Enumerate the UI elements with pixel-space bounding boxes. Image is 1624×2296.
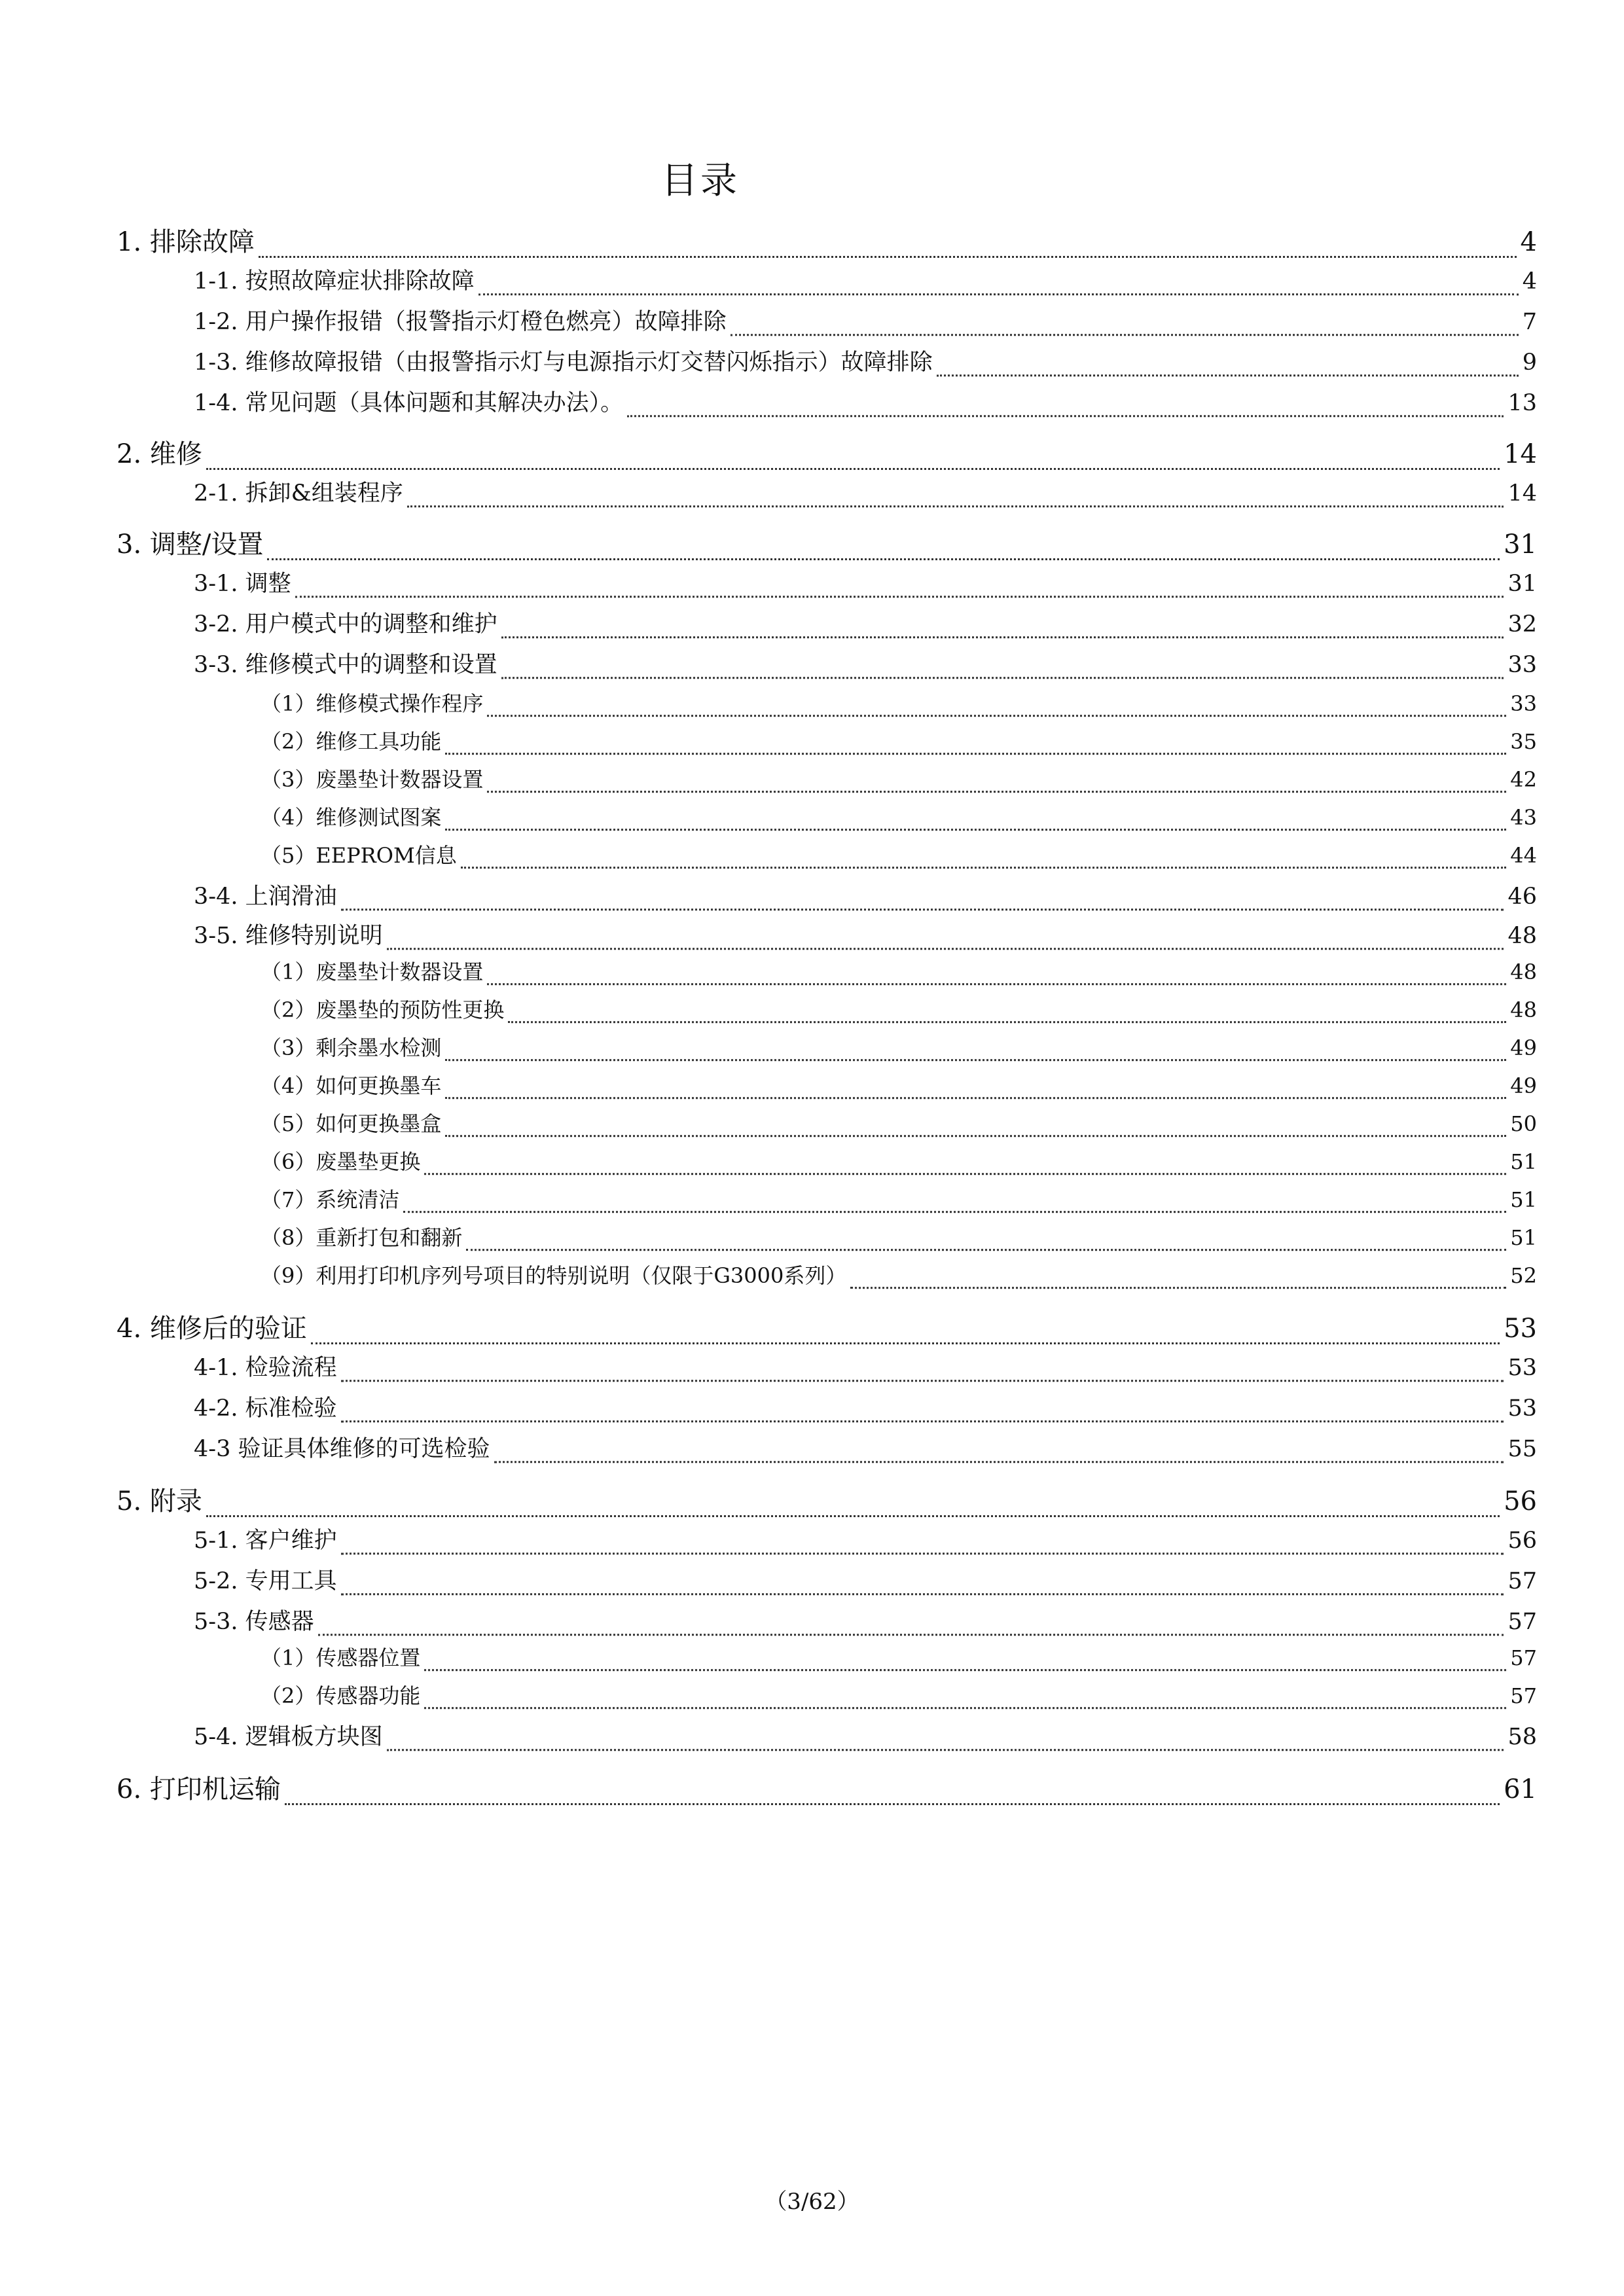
toc-entry-level2 (194, 606, 1537, 639)
toc-entry-page-number: 46 (1507, 884, 1537, 910)
toc-entry-page-number: 56 (1507, 1528, 1537, 1554)
dot-leader (445, 816, 1506, 831)
toc-entry-label: 1-2. 用户操作报错（报警指示灯橙色燃亮）故障排除 (194, 309, 727, 335)
toc-entry-level3 (261, 956, 1537, 986)
toc-entry-page-number: 53 (1507, 1355, 1537, 1381)
toc-entry-level3 (261, 1183, 1537, 1213)
dot-leader (445, 1122, 1506, 1137)
toc-entry-page-number: 50 (1510, 1111, 1537, 1136)
toc-entry-level3 (261, 1679, 1537, 1710)
toc-entry-level1 (117, 221, 1537, 259)
toc-entry-page-number: 48 (1510, 960, 1537, 984)
dot-leader (311, 1327, 1500, 1344)
toc-entry-label: 5. 附录 (117, 1486, 202, 1516)
page-title: 目录 (661, 160, 740, 202)
toc-entry-level3 (261, 1641, 1537, 1672)
toc-entry-page-number: 53 (1507, 1395, 1537, 1422)
dot-leader (285, 1787, 1500, 1805)
dot-leader (206, 452, 1500, 470)
toc-entry-page-number: 61 (1504, 1774, 1537, 1804)
toc-entry-label: 1-3. 维修故障报错（由报警指示灯与电源指示灯交替闪烁指示）故障排除 (194, 350, 933, 376)
toc-entry-label: （9）利用打印机序列号项目的特别说明（仅限于G3000系列） (261, 1263, 847, 1288)
toc-entry-level2 (194, 1350, 1537, 1382)
toc-entry-label: 4-3 验证具体维修的可选检验 (194, 1436, 490, 1462)
toc-entry-level2 (194, 1431, 1537, 1463)
toc-entry-label: （3）剩余墨水检测 (261, 1035, 442, 1060)
toc-entry-page-number: 51 (1510, 1149, 1537, 1174)
toc-entry-page-number: 49 (1510, 1035, 1537, 1060)
toc-entry-level3 (261, 1145, 1537, 1175)
toc-entry-page-number: 33 (1510, 691, 1537, 716)
toc-entry-level3 (261, 725, 1537, 755)
toc-entry-label: （8）重新打包和翻新 (261, 1225, 463, 1250)
toc-entry-level2 (194, 475, 1537, 508)
toc-entry-label: （1）传感器位置 (261, 1645, 421, 1670)
toc-entry-page-number: 4 (1522, 268, 1537, 295)
toc-entry-level3 (261, 1221, 1537, 1251)
toc-entry-label: 5-3. 传感器 (194, 1609, 314, 1635)
toc-entry-label: 4-2. 标准检验 (194, 1395, 337, 1422)
toc-entry-label: 3-2. 用户模式中的调整和维护 (194, 611, 497, 637)
toc-entry-label: （6）废墨垫更换 (261, 1149, 421, 1174)
dot-leader (318, 1620, 1504, 1636)
dot-leader (850, 1274, 1506, 1289)
dot-leader (487, 702, 1506, 717)
toc-entry-label: 4-1. 检验流程 (194, 1355, 337, 1381)
toc-entry-label: （3）废墨垫计数器设置 (261, 767, 484, 792)
toc-entry-page-number: 56 (1504, 1486, 1537, 1516)
toc-entry-level2 (194, 263, 1537, 296)
page-number-footer: （3/62） (765, 2189, 859, 2215)
toc-entry-level1 (117, 433, 1537, 471)
toc-entry-label: （2）维修工具功能 (261, 729, 442, 754)
toc-entry-page-number: 42 (1510, 767, 1537, 792)
dot-leader (341, 1539, 1504, 1554)
dot-leader (341, 1366, 1504, 1382)
dot-leader (478, 279, 1519, 295)
toc-entry-page-number: 53 (1504, 1314, 1537, 1344)
toc-entry-page-number: 35 (1510, 729, 1537, 754)
dot-leader (259, 240, 1517, 258)
toc-entry-page-number: 32 (1507, 611, 1537, 637)
toc-entry-label: （5）如何更换墨盒 (261, 1111, 442, 1136)
dot-leader (206, 1499, 1500, 1517)
dot-leader (403, 1198, 1506, 1213)
toc-entry-label: 5-4. 逻辑板方块图 (194, 1724, 383, 1750)
toc-entry-label: （5）EEPROM信息 (261, 843, 457, 868)
toc-entry-page-number: 31 (1507, 571, 1537, 597)
toc-entry-page-number: 14 (1507, 480, 1537, 507)
toc-entry-level3 (261, 1069, 1537, 1100)
toc-entry-page-number: 51 (1510, 1187, 1537, 1212)
dot-leader (501, 663, 1504, 679)
dot-leader (487, 971, 1506, 985)
toc-entry-level2 (194, 385, 1537, 418)
toc-entry-label: （2）废墨垫的预防性更换 (261, 997, 505, 1022)
dot-leader (937, 361, 1519, 376)
toc-entry-page-number: 52 (1510, 1263, 1537, 1288)
toc-entry-level1 (117, 1308, 1537, 1345)
dot-leader (731, 320, 1519, 336)
toc-entry-label: 1. 排除故障 (117, 227, 255, 257)
toc-entry-level2 (194, 304, 1537, 336)
toc-entry-level1 (117, 1768, 1537, 1806)
toc-entry-label: 3-1. 调整 (194, 571, 291, 597)
toc-entry-page-number: 48 (1510, 997, 1537, 1022)
dot-leader (341, 1407, 1504, 1422)
toc-entry-page-number: 58 (1507, 1724, 1537, 1750)
toc-entry-page-number: 31 (1504, 529, 1537, 560)
toc-entry-level1 (117, 1480, 1537, 1518)
dot-leader (387, 1735, 1504, 1751)
toc-entry-page-number: 57 (1507, 1609, 1537, 1635)
dot-leader (295, 582, 1504, 598)
toc-entry-level2 (194, 1522, 1537, 1555)
toc-entry-level2 (194, 878, 1537, 911)
toc-entry-label: （7）系统清洁 (261, 1187, 400, 1212)
toc-entry-level3 (261, 687, 1537, 717)
dot-leader (445, 740, 1506, 755)
toc-entry-level2 (194, 565, 1537, 598)
toc-entry-level3 (261, 1259, 1537, 1289)
toc-entry-page-number: 14 (1504, 439, 1537, 469)
toc-entry-level3 (261, 1107, 1537, 1138)
toc-entry-label: 6. 打印机运输 (117, 1774, 281, 1804)
toc-entry-level2 (194, 918, 1537, 950)
toc-entry-level3 (261, 763, 1537, 793)
toc-entry-label: 3-3. 维修模式中的调整和设置 (194, 652, 497, 678)
toc-entry-page-number: 43 (1510, 805, 1537, 830)
dot-leader (407, 492, 1504, 507)
dot-leader (508, 1009, 1506, 1023)
toc-entry-label: 4. 维修后的验证 (117, 1314, 307, 1344)
toc-entry-label: （4）如何更换墨车 (261, 1073, 442, 1098)
toc-entry-level3 (261, 994, 1537, 1024)
toc-entry-page-number: 44 (1510, 843, 1537, 868)
toc-entry-level2 (194, 1719, 1537, 1751)
toc-entry-page-number: 57 (1507, 1568, 1537, 1594)
toc-entry-label: 3. 调整/设置 (117, 529, 264, 560)
toc-entry-level2 (194, 1604, 1537, 1636)
toc-entry-page-number: 57 (1510, 1645, 1537, 1670)
toc-entry-page-number: 55 (1507, 1436, 1537, 1462)
toc-entry-label: 3-4. 上润滑油 (194, 884, 337, 910)
toc-entry-level3 (261, 801, 1537, 831)
toc-entry-label: （1）维修模式操作程序 (261, 691, 484, 716)
dot-leader (466, 1236, 1506, 1251)
toc-entry-page-number: 51 (1510, 1225, 1537, 1250)
toc-entry-page-number: 48 (1507, 923, 1537, 949)
toc-entry-label: 5-2. 专用工具 (194, 1568, 337, 1594)
dot-leader (387, 934, 1504, 950)
toc-entry-level2 (194, 344, 1537, 377)
dot-leader (501, 622, 1504, 638)
toc-entry-label: （4）维修测试图案 (261, 805, 442, 830)
dot-leader (487, 778, 1506, 793)
dot-leader (627, 401, 1504, 417)
toc-entry-page-number: 4 (1520, 227, 1537, 257)
dot-leader (445, 1085, 1506, 1099)
toc-entry-label: 2. 维修 (117, 439, 202, 469)
toc-entry-label: 3-5. 维修特别说明 (194, 923, 383, 949)
toc-entry-label: 1-1. 按照故障症状排除故障 (194, 268, 475, 295)
toc-entry-page-number: 33 (1507, 652, 1537, 678)
toc-entry-level3 (261, 1031, 1537, 1062)
dot-leader (341, 1579, 1504, 1595)
toc-entry-level2 (194, 647, 1537, 679)
toc-entry-label: （1）废墨垫计数器设置 (261, 960, 484, 984)
dot-leader (445, 1047, 1506, 1061)
toc-entry-page-number: 9 (1522, 350, 1537, 376)
dot-leader (341, 895, 1504, 910)
toc-entry-label: 2-1. 拆卸&组装程序 (194, 480, 403, 507)
toc-entry-level2 (194, 1563, 1537, 1596)
toc-entry-page-number: 7 (1522, 309, 1537, 335)
dot-leader (424, 1657, 1506, 1671)
toc-entry-level3 (261, 839, 1537, 869)
dot-leader (461, 854, 1507, 869)
toc-entry-label: （2）传感器功能 (261, 1683, 421, 1708)
dot-leader (494, 1447, 1504, 1463)
toc-entry-page-number: 49 (1510, 1073, 1537, 1098)
dot-leader (267, 543, 1500, 560)
dot-leader (424, 1695, 1506, 1709)
toc-entry-label: 5-1. 客户维护 (194, 1528, 337, 1554)
toc-entry-level2 (194, 1390, 1537, 1423)
toc-entry-page-number: 13 (1507, 390, 1537, 416)
toc-entry-page-number: 57 (1510, 1683, 1537, 1708)
toc-entry-level1 (117, 524, 1537, 561)
toc-entry-label: 1-4. 常见问题（具体问题和其解决办法）。 (194, 390, 624, 416)
dot-leader (424, 1160, 1506, 1175)
